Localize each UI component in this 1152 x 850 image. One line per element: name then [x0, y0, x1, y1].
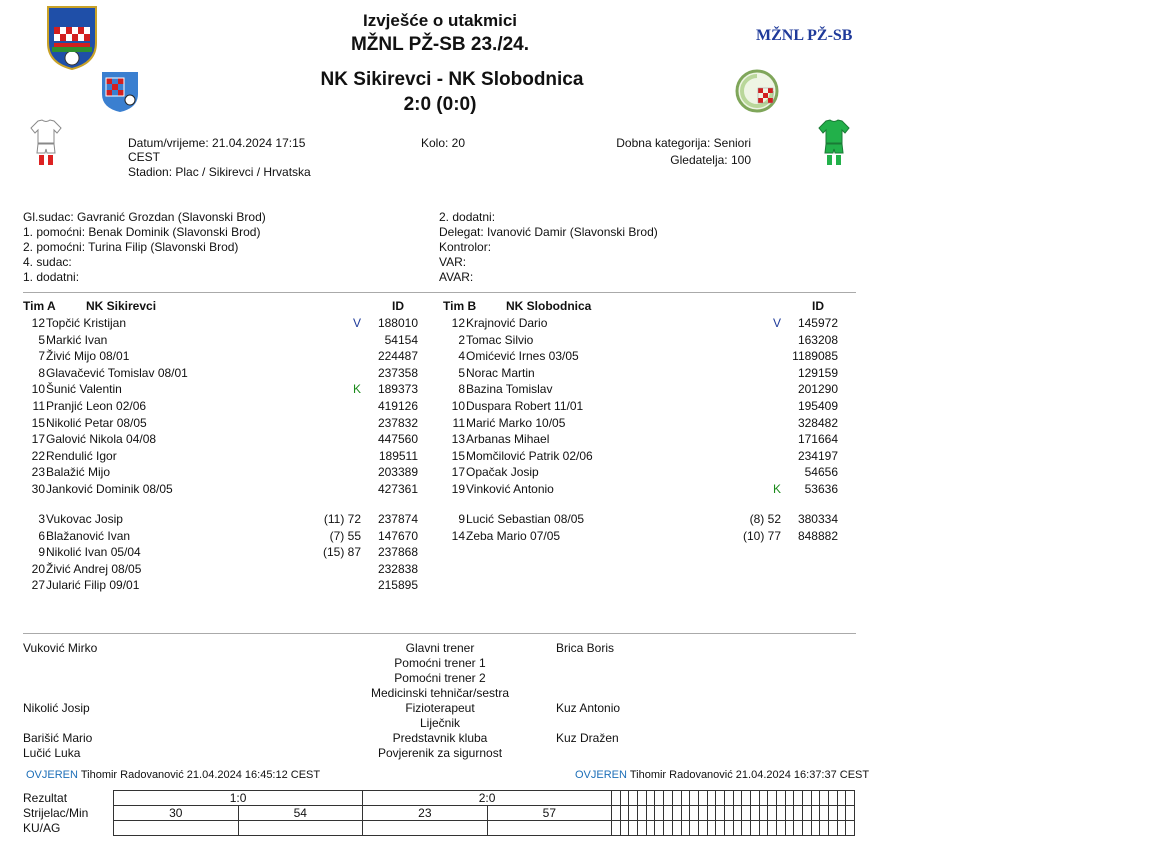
grid-row-result-cell: 1:0 — [114, 791, 363, 806]
team-b-player-number: 8 — [458, 382, 465, 397]
divider-top — [23, 292, 856, 293]
grid-row-scorer-cell — [629, 806, 638, 821]
grid-row-result-cell — [620, 791, 629, 806]
grid-row-result-cell — [655, 791, 664, 806]
grid-row-scorer-cell — [742, 806, 751, 821]
staff-role: Medicinski tehničar/sestra — [370, 686, 510, 700]
grid-row-scorer-cell: 57 — [487, 806, 612, 821]
grid-row-result-cell — [698, 791, 707, 806]
team-b-sub-id: 848882 — [797, 528, 838, 543]
staff-role: Glavni trener — [405, 641, 475, 655]
team-b-player-number: 12 — [451, 316, 465, 330]
team-b-player-number: 5 — [458, 365, 465, 380]
team-b-player-number: 17 — [451, 465, 465, 480]
team-a-sub-id: 232838 — [377, 561, 418, 576]
grid-row-scorer-cell — [846, 806, 855, 821]
official-delegate: Delegat: Ivanović Damir (Slavonski Brod) — [439, 225, 658, 239]
team-a-player-id: 203389 — [377, 465, 418, 480]
team-a-player-name: Janković Dominik 08/05 — [46, 482, 173, 496]
team-a-player-name: Rendulić Igor — [46, 448, 117, 463]
grid-row-scorer-cell: 23 — [363, 806, 488, 821]
verified-text-a: Tihomir Radovanović 21.04.2024 16:45:12 CEST — [80, 769, 321, 781]
grid-row-ku-cell — [724, 821, 733, 836]
team-a-player-id: 427361 — [377, 482, 418, 496]
team-b-player-number: 11 — [452, 415, 465, 430]
match-datetime: Datum/vrijeme: 21.04.2024 17:15 — [128, 136, 306, 150]
team-b-player-id: 201290 — [797, 382, 838, 397]
verified-text-b: Tihomir Radovanović 21.04.2024 16:37:37 CEST — [629, 769, 870, 781]
grid-row-ku-cell — [802, 821, 811, 836]
grid-row-ku-cell — [681, 821, 690, 836]
grid-row-result-cell — [690, 791, 699, 806]
grid-row-result-cell — [707, 791, 716, 806]
grid-row-ku-cell — [716, 821, 725, 836]
grid-row-scorer-cell — [724, 806, 733, 821]
grid-row-ku-cell — [114, 821, 239, 836]
match-title: NK Sikirevci - NK Slobodnica — [320, 69, 584, 90]
grid-row-ku-cell — [664, 821, 673, 836]
team-a-sub-minute: (7) 55 — [329, 528, 361, 543]
team-b-id-header: ID — [812, 299, 824, 313]
official-var: VAR: — [439, 255, 467, 269]
team-a-sub-name: Živić Andrej 08/05 — [46, 561, 142, 576]
spectators: Gledatelja: 100 — [670, 153, 751, 167]
grid-row-scorer — [114, 806, 855, 821]
official-assistant-1: 1. pomoćni: Benak Dominik (Slavonski Brod) — [23, 225, 261, 239]
team-a-player-name: Nikolić Petar 08/05 — [46, 415, 147, 430]
grid-label-scorer: Strijelac/Min — [23, 806, 89, 820]
grid-row-ku-cell — [698, 821, 707, 836]
team-a-sub-number: 20 — [31, 561, 45, 576]
staff-b-name: Kuz Antonio — [556, 701, 621, 715]
staff-role: Fizioterapeut — [405, 701, 475, 715]
team-b-player-id: 171664 — [797, 432, 838, 447]
staff-role: Pomoćni trener 1 — [394, 656, 486, 670]
team-a-player-number: 5 — [38, 332, 45, 347]
staff-a-name: Lučić Luka — [23, 746, 81, 760]
grid-row-ku-cell — [363, 821, 488, 836]
team-b-sub-id: 380334 — [797, 512, 838, 526]
grid-row-ku-cell — [638, 821, 647, 836]
team-a-sub-id: 237868 — [377, 545, 418, 560]
team-a-sub-number: 9 — [38, 545, 45, 560]
grid-row-ku-cell — [820, 821, 829, 836]
team-b-player-number: 4 — [458, 349, 465, 364]
match-stadium: Stadion: Plac / Sikirevci / Hrvatska — [128, 165, 311, 179]
team-a-player-number: 23 — [31, 465, 45, 480]
grid-row-ku-cell — [620, 821, 629, 836]
grid-row-scorer-cell — [820, 806, 829, 821]
team-b-player-name: Vinković Antonio — [466, 482, 554, 496]
team-a-player-name: Šunić Valentin — [46, 382, 122, 397]
team-a-player-id: 447560 — [377, 432, 418, 447]
report-title: Izvješće o utakmici — [362, 11, 518, 30]
team-b-player-name: Krajnović Dario — [466, 316, 548, 330]
team-a-sub-number: 3 — [38, 512, 45, 526]
grid-row-ku-cell — [794, 821, 803, 836]
official-fourth: 4. sudac: — [23, 255, 72, 269]
team-a-id-header: ID — [392, 299, 404, 313]
team-a-player-number: 15 — [31, 415, 45, 430]
grid-row-result-cell — [802, 791, 811, 806]
team-a-kit-icon — [30, 119, 62, 167]
grid-row-result-cell — [811, 791, 820, 806]
team-a-player-name: Markić Ivan — [46, 332, 108, 347]
grid-row-result-cell — [664, 791, 673, 806]
grid-row-ku-cell — [612, 821, 621, 836]
staff-role: Pomoćni trener 2 — [394, 671, 486, 685]
team-a-player-name: Pranjić Leon 02/06 — [46, 399, 147, 413]
team-a-player-id: 224487 — [377, 349, 418, 364]
team-b-kit-icon — [818, 119, 850, 167]
team-b-sub-minute: (10) 77 — [742, 528, 781, 543]
grid-row-scorer-cell — [776, 806, 785, 821]
team-a-player-number: 8 — [38, 365, 45, 380]
team-a-player-id: 188010 — [377, 316, 418, 330]
grid-row-scorer-cell — [698, 806, 707, 821]
grid-row-scorer-cell — [802, 806, 811, 821]
grid-row-result-cell — [742, 791, 751, 806]
team-a-sub-name: Blažanović Ivan — [46, 528, 131, 543]
official-avar: AVAR: — [439, 270, 474, 284]
officials-left — [23, 210, 266, 285]
grid-row-ku-cell — [785, 821, 794, 836]
team-a-player-name: Živić Mijo 08/01 — [46, 349, 130, 364]
team-a-player-number: 10 — [31, 382, 45, 397]
grid-row-result-cell — [612, 791, 621, 806]
team-a-sub-minute: (11) 72 — [323, 512, 361, 526]
team-b-sub-number: 14 — [451, 528, 465, 543]
staff-b-name: Kuz Dražen — [556, 731, 619, 745]
grid-row-ku-cell — [707, 821, 716, 836]
grid-row-result-cell — [716, 791, 725, 806]
staff-a-name: Nikolić Josip — [23, 701, 90, 715]
grid-row-ku-cell — [846, 821, 855, 836]
staff-role: Predstavnik kluba — [392, 731, 488, 745]
team-b-player-number: 19 — [451, 482, 465, 496]
team-b-sub-minute: (8) 52 — [749, 512, 781, 526]
team-a-name: NK Sikirevci — [86, 299, 157, 313]
grid-row-scorer-cell — [707, 806, 716, 821]
team-a-sub-minute: (15) 87 — [322, 545, 361, 560]
divider-staff — [23, 633, 856, 634]
team-a-player-name: Balažić Mijo — [46, 465, 111, 480]
staff-role: Liječnik — [419, 716, 461, 730]
team-a-sub-number: 27 — [31, 578, 45, 593]
grid-row-ku-cell — [750, 821, 759, 836]
team-b-player-number: 2 — [458, 332, 465, 347]
team-b-sub-name: Lucić Sebastian 08/05 — [466, 512, 585, 526]
grid-row-scorer-cell — [828, 806, 837, 821]
final-score: 2:0 (0:0) — [403, 94, 477, 115]
team-b-player-name: Opačak Josip — [466, 465, 539, 480]
team-a-sub-name: Nikolić Ivan 05/04 — [46, 545, 141, 560]
verified-label-a: OVJEREN — [26, 769, 78, 781]
team-b-player-id: 53636 — [804, 482, 838, 496]
grid-row-scorer-cell — [646, 806, 655, 821]
grid-row-scorer-cell — [655, 806, 664, 821]
team-a-player-name: Topčić Kristijan — [46, 316, 127, 330]
grid-row-ku-cell — [672, 821, 681, 836]
team-b-player-name: Duspara Robert 11/01 — [466, 399, 584, 413]
team-a-player-role: K — [353, 382, 362, 397]
grid-row-result-cell — [828, 791, 837, 806]
team-b-player-role: K — [773, 482, 782, 496]
team-b-player-name: Marić Marko 10/05 — [466, 415, 566, 430]
grid-row-ku-cell — [733, 821, 742, 836]
grid-row-ku-cell — [646, 821, 655, 836]
grid-row-result-cell — [837, 791, 846, 806]
team-a-player-id: 237358 — [377, 365, 418, 380]
grid-row-scorer-cell — [750, 806, 759, 821]
grid-row-ku-cell — [759, 821, 768, 836]
team-a-player-id: 419126 — [377, 399, 418, 413]
grid-row-scorer-cell — [785, 806, 794, 821]
grid-row-ku-cell — [690, 821, 699, 836]
grid-row-scorer-cell — [733, 806, 742, 821]
staff-b-name: Brica Boris — [556, 641, 615, 655]
team-b-player-id: 195409 — [797, 399, 838, 413]
competition-title: MŽNL PŽ-SB 23./24. — [350, 34, 530, 55]
team-a-player-number: 11 — [32, 399, 45, 413]
staff-a-name: Vuković Mirko — [23, 641, 98, 655]
team-b-name: NK Slobodnica — [506, 299, 592, 313]
team-b-player-number: 15 — [451, 448, 465, 463]
official-controller: Kontrolor: — [439, 240, 492, 254]
team-b-player-name: Momčilović Patrik 02/06 — [466, 448, 593, 463]
team-a-sub-number: 6 — [38, 528, 45, 543]
grid-row-result-cell — [846, 791, 855, 806]
team-b-player-name: Norac Martin — [466, 365, 535, 380]
grid-row-result-cell — [638, 791, 647, 806]
official-assistant-2: 2. pomoćni: Turina Filip (Slavonski Brod) — [23, 240, 239, 254]
grid-row-result-cell — [750, 791, 759, 806]
team-a-player-number: 17 — [31, 432, 45, 447]
grid-row-ku-cell — [811, 821, 820, 836]
official-referee: Gl.sudac: Gavranić Grozdan (Slavonski Brod) — [23, 210, 266, 224]
team-a-player-number: 7 — [38, 349, 45, 364]
grid-row-scorer-cell: 30 — [114, 806, 239, 821]
grid-row-result-cell — [681, 791, 690, 806]
grid-row-ku-cell — [768, 821, 777, 836]
team-b-player-id: 328482 — [797, 415, 838, 430]
team-a-sub-id: 237874 — [377, 512, 418, 526]
grid-row-result — [114, 791, 855, 806]
team-a-player-name: Glavačević Tomislav 08/01 — [46, 365, 188, 380]
team-a-label: Tim A — [23, 299, 56, 313]
team-b-player-id: 1189085 — [792, 349, 838, 364]
team-a-player-id: 237832 — [377, 415, 418, 430]
grid-row-scorer-cell — [811, 806, 820, 821]
team-b-player-name: Tomac Silvio — [466, 332, 534, 347]
grid-row-result-cell — [629, 791, 638, 806]
grid-row-ku-cell — [629, 821, 638, 836]
official-additional-1: 1. dodatni: — [23, 270, 80, 284]
grid-row-ku-cell — [828, 821, 837, 836]
team-b-player-number: 10 — [451, 399, 465, 413]
grid-row-scorer-cell — [664, 806, 673, 821]
team-b-player-id: 163208 — [797, 332, 838, 347]
grid-row-scorer-cell — [672, 806, 681, 821]
staff-a-name: Barišić Mario — [23, 731, 93, 745]
grid-row-result-cell — [724, 791, 733, 806]
grid-row-result-cell — [820, 791, 829, 806]
grid-row-ku-cell — [238, 821, 363, 836]
age-category: Dobna kategorija: Seniori — [616, 136, 751, 150]
team-a-player-number: 30 — [31, 482, 45, 496]
grid-row-result-cell — [785, 791, 794, 806]
team-a-player-number: 12 — [31, 316, 45, 330]
verified-label-b: OVJEREN — [575, 769, 627, 781]
grid-label-result: Rezultat — [23, 791, 68, 805]
staff-role: Povjerenik za sigurnost — [377, 746, 503, 760]
grid-row-scorer-cell — [768, 806, 777, 821]
team-b-sub-number: 9 — [458, 512, 465, 526]
grid-row-result-cell — [794, 791, 803, 806]
team-b-player-id: 234197 — [797, 448, 838, 463]
grid-row-scorer-cell — [759, 806, 768, 821]
grid-row-result-cell: 2:0 — [363, 791, 612, 806]
grid-row-ku — [114, 821, 855, 836]
team-b-label: Tim B — [443, 299, 477, 313]
grid-row-ku-cell — [655, 821, 664, 836]
grid-row-scorer-cell — [638, 806, 647, 821]
score-grid — [113, 790, 855, 836]
officials-right — [439, 210, 658, 285]
team-b-player-id: 54656 — [804, 465, 838, 480]
team-a-sub-name: Jularić Filip 09/01 — [46, 578, 140, 593]
team-a-sub-id: 147670 — [377, 528, 418, 543]
grid-row-scorer-cell — [681, 806, 690, 821]
team-a-player-number: 22 — [31, 448, 45, 463]
team-a-player-name: Galović Nikola 04/08 — [46, 432, 157, 447]
match-timezone: CEST — [128, 150, 161, 164]
league-badge: MŽNL PŽ-SB — [756, 27, 853, 44]
grid-row-result-cell — [768, 791, 777, 806]
grid-row-scorer-cell — [716, 806, 725, 821]
grid-row-ku-cell — [742, 821, 751, 836]
team-b-player-name: Arbanas Mihael — [466, 432, 550, 447]
team-b-player-name: Omićević Irnes 03/05 — [466, 349, 579, 364]
grid-row-scorer-cell — [794, 806, 803, 821]
team-b-player-name: Bazina Tomislav — [466, 382, 553, 397]
team-b-player-id: 129159 — [797, 365, 838, 380]
grid-row-result-cell — [733, 791, 742, 806]
grid-row-result-cell — [759, 791, 768, 806]
grid-row-scorer-cell: 54 — [238, 806, 363, 821]
grid-row-ku-cell — [837, 821, 846, 836]
grid-row-ku-cell — [487, 821, 612, 836]
grid-row-scorer-cell — [837, 806, 846, 821]
team-b-sub-name: Zeba Mario 07/05 — [466, 528, 561, 543]
grid-row-scorer-cell — [620, 806, 629, 821]
grid-row-scorer-cell — [690, 806, 699, 821]
grid-row-result-cell — [776, 791, 785, 806]
grid-label-ku: KU/AG — [23, 821, 61, 835]
team-a-player-id: 189373 — [377, 382, 418, 397]
team-a-player-id: 189511 — [378, 448, 418, 463]
team-b-player-role: V — [773, 316, 782, 330]
team-a-sub-name: Vukovac Josip — [46, 512, 123, 526]
verification-a — [26, 768, 320, 783]
match-round: Kolo: 20 — [421, 136, 466, 150]
team-a-player-role: V — [353, 316, 362, 330]
grid-row-result-cell — [672, 791, 681, 806]
official-additional-2: 2. dodatni: — [439, 210, 496, 224]
grid-row-result-cell — [646, 791, 655, 806]
team-a-sub-id: 215895 — [377, 578, 418, 593]
grid-row-scorer-cell — [612, 806, 621, 821]
team-a-player-id: 54154 — [384, 332, 418, 347]
team-b-player-number: 13 — [451, 432, 465, 447]
team-b-player-id: 145972 — [797, 316, 838, 330]
grid-row-ku-cell — [776, 821, 785, 836]
verification-b — [575, 768, 869, 783]
